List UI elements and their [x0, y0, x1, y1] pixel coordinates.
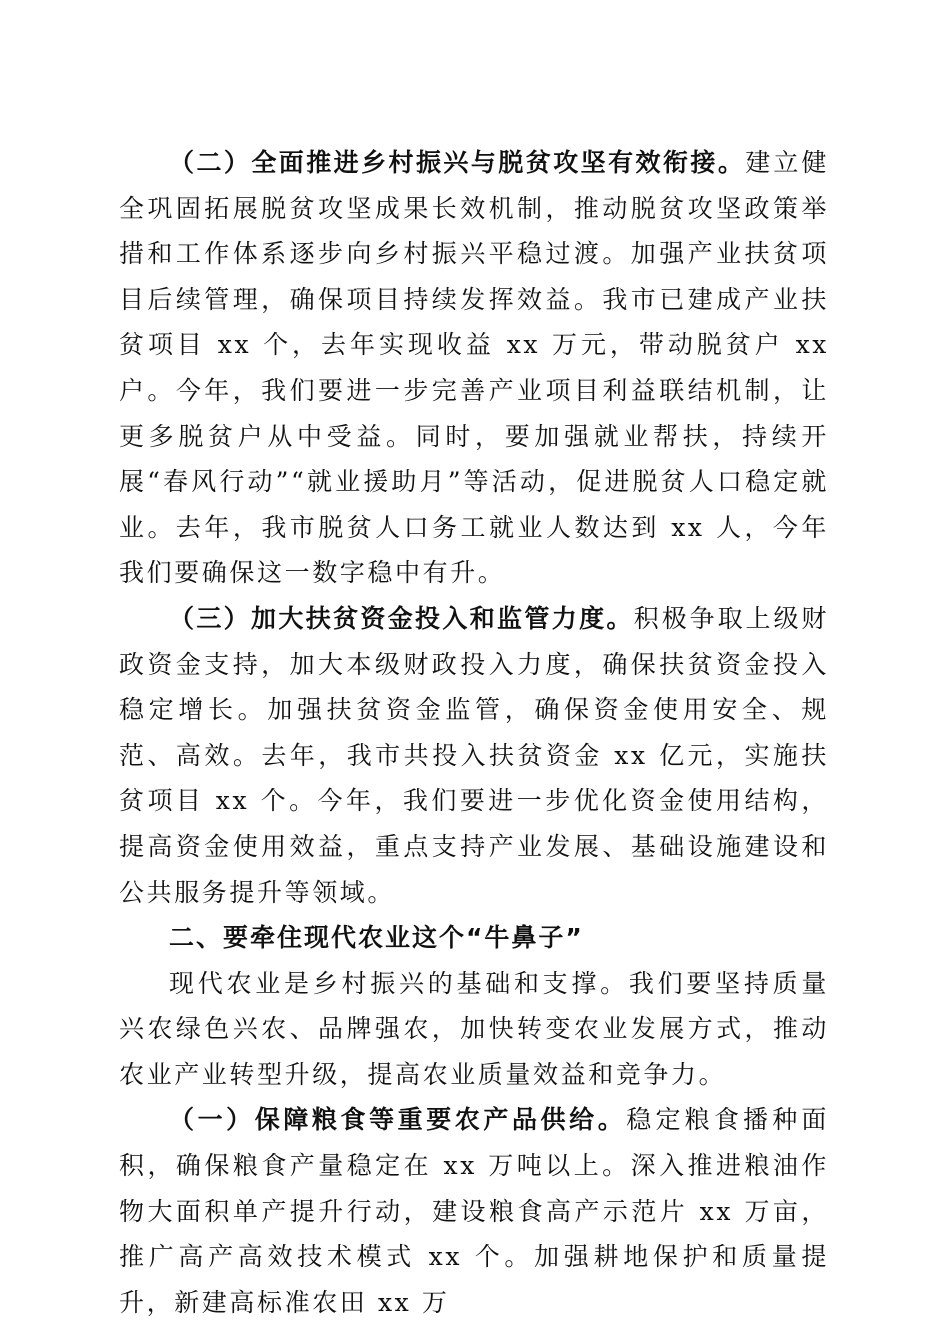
section-heading: 二、要牵住现代农业这个“牛鼻子”	[169, 923, 584, 953]
paragraph-grain-supply	[119, 1097, 829, 1325]
paragraph-rural-revitalization	[119, 140, 829, 596]
paragraph-lead: （二）全面推进乡村振兴与脱贫攻坚有效衔接。	[169, 148, 746, 177]
section-intro-paragraph: 现代农业是乡村振兴的基础和支撑。我们要坚持质量兴农绿色兴农、品牌强农，加快转变农业发展方式，推动农业产业转型升级，提高农业质量效益和竞争力。	[119, 968, 829, 1089]
paragraph-text: 积极争取上级财政资金支持，加大本级财政投入力度，确保扶贫资金投入稳定增长。加强扶贫资金监管，确保资金使用安全、规范、高效。去年，我市共投入扶贫资金 xx 亿元，实施扶贫项目 xx 个。今年，我们要进一步优化资金使用结构，提高资金使用效益，重点支持产业发展、基础设施建设和公共服务提升等领域。	[119, 603, 829, 907]
paragraph-lead: （三）加大扶贫资金投入和监管力度。	[169, 603, 634, 633]
paragraph-lead: （一）保障粮食等重要农产品供给。	[169, 1105, 627, 1135]
paragraph-text: 建立健全巩固拓展脱贫攻坚成果长效机制，推动脱贫攻坚政策举措和工作体系逐步向乡村振兴平稳过渡。加强产业扶贫项目后续管理，确保项目持续发挥效益。我市已建成产业扶贫项目 xx 个，去年实现收益 xx 万元，带动脱贫户 xx 户。今年，我们要进一步完善产业项目利益联结机制，让更多脱贫户从中受益。同时，要加强就业帮扶，持续开展“春风行动”“就业援助月”等活动，促进脱贫人口稳定就业。去年，我市脱贫人口务工就业人数达到 xx 人，今年我们要确保这一数字稳中有升。	[119, 148, 829, 588]
document-body	[119, 140, 829, 1325]
paragraph-poverty-funds	[119, 596, 829, 915]
paragraph-text: 稳定粮食播种面积，确保粮食产量稳定在 xx 万吨以上。深入推进粮油作物大面积单产提升行动，建设粮食高产示范片 xx 万亩，推广高产高效技术模式 xx 个。加强耕地保护和质量提升，新建高标准农田 xx 万	[119, 1105, 829, 1317]
